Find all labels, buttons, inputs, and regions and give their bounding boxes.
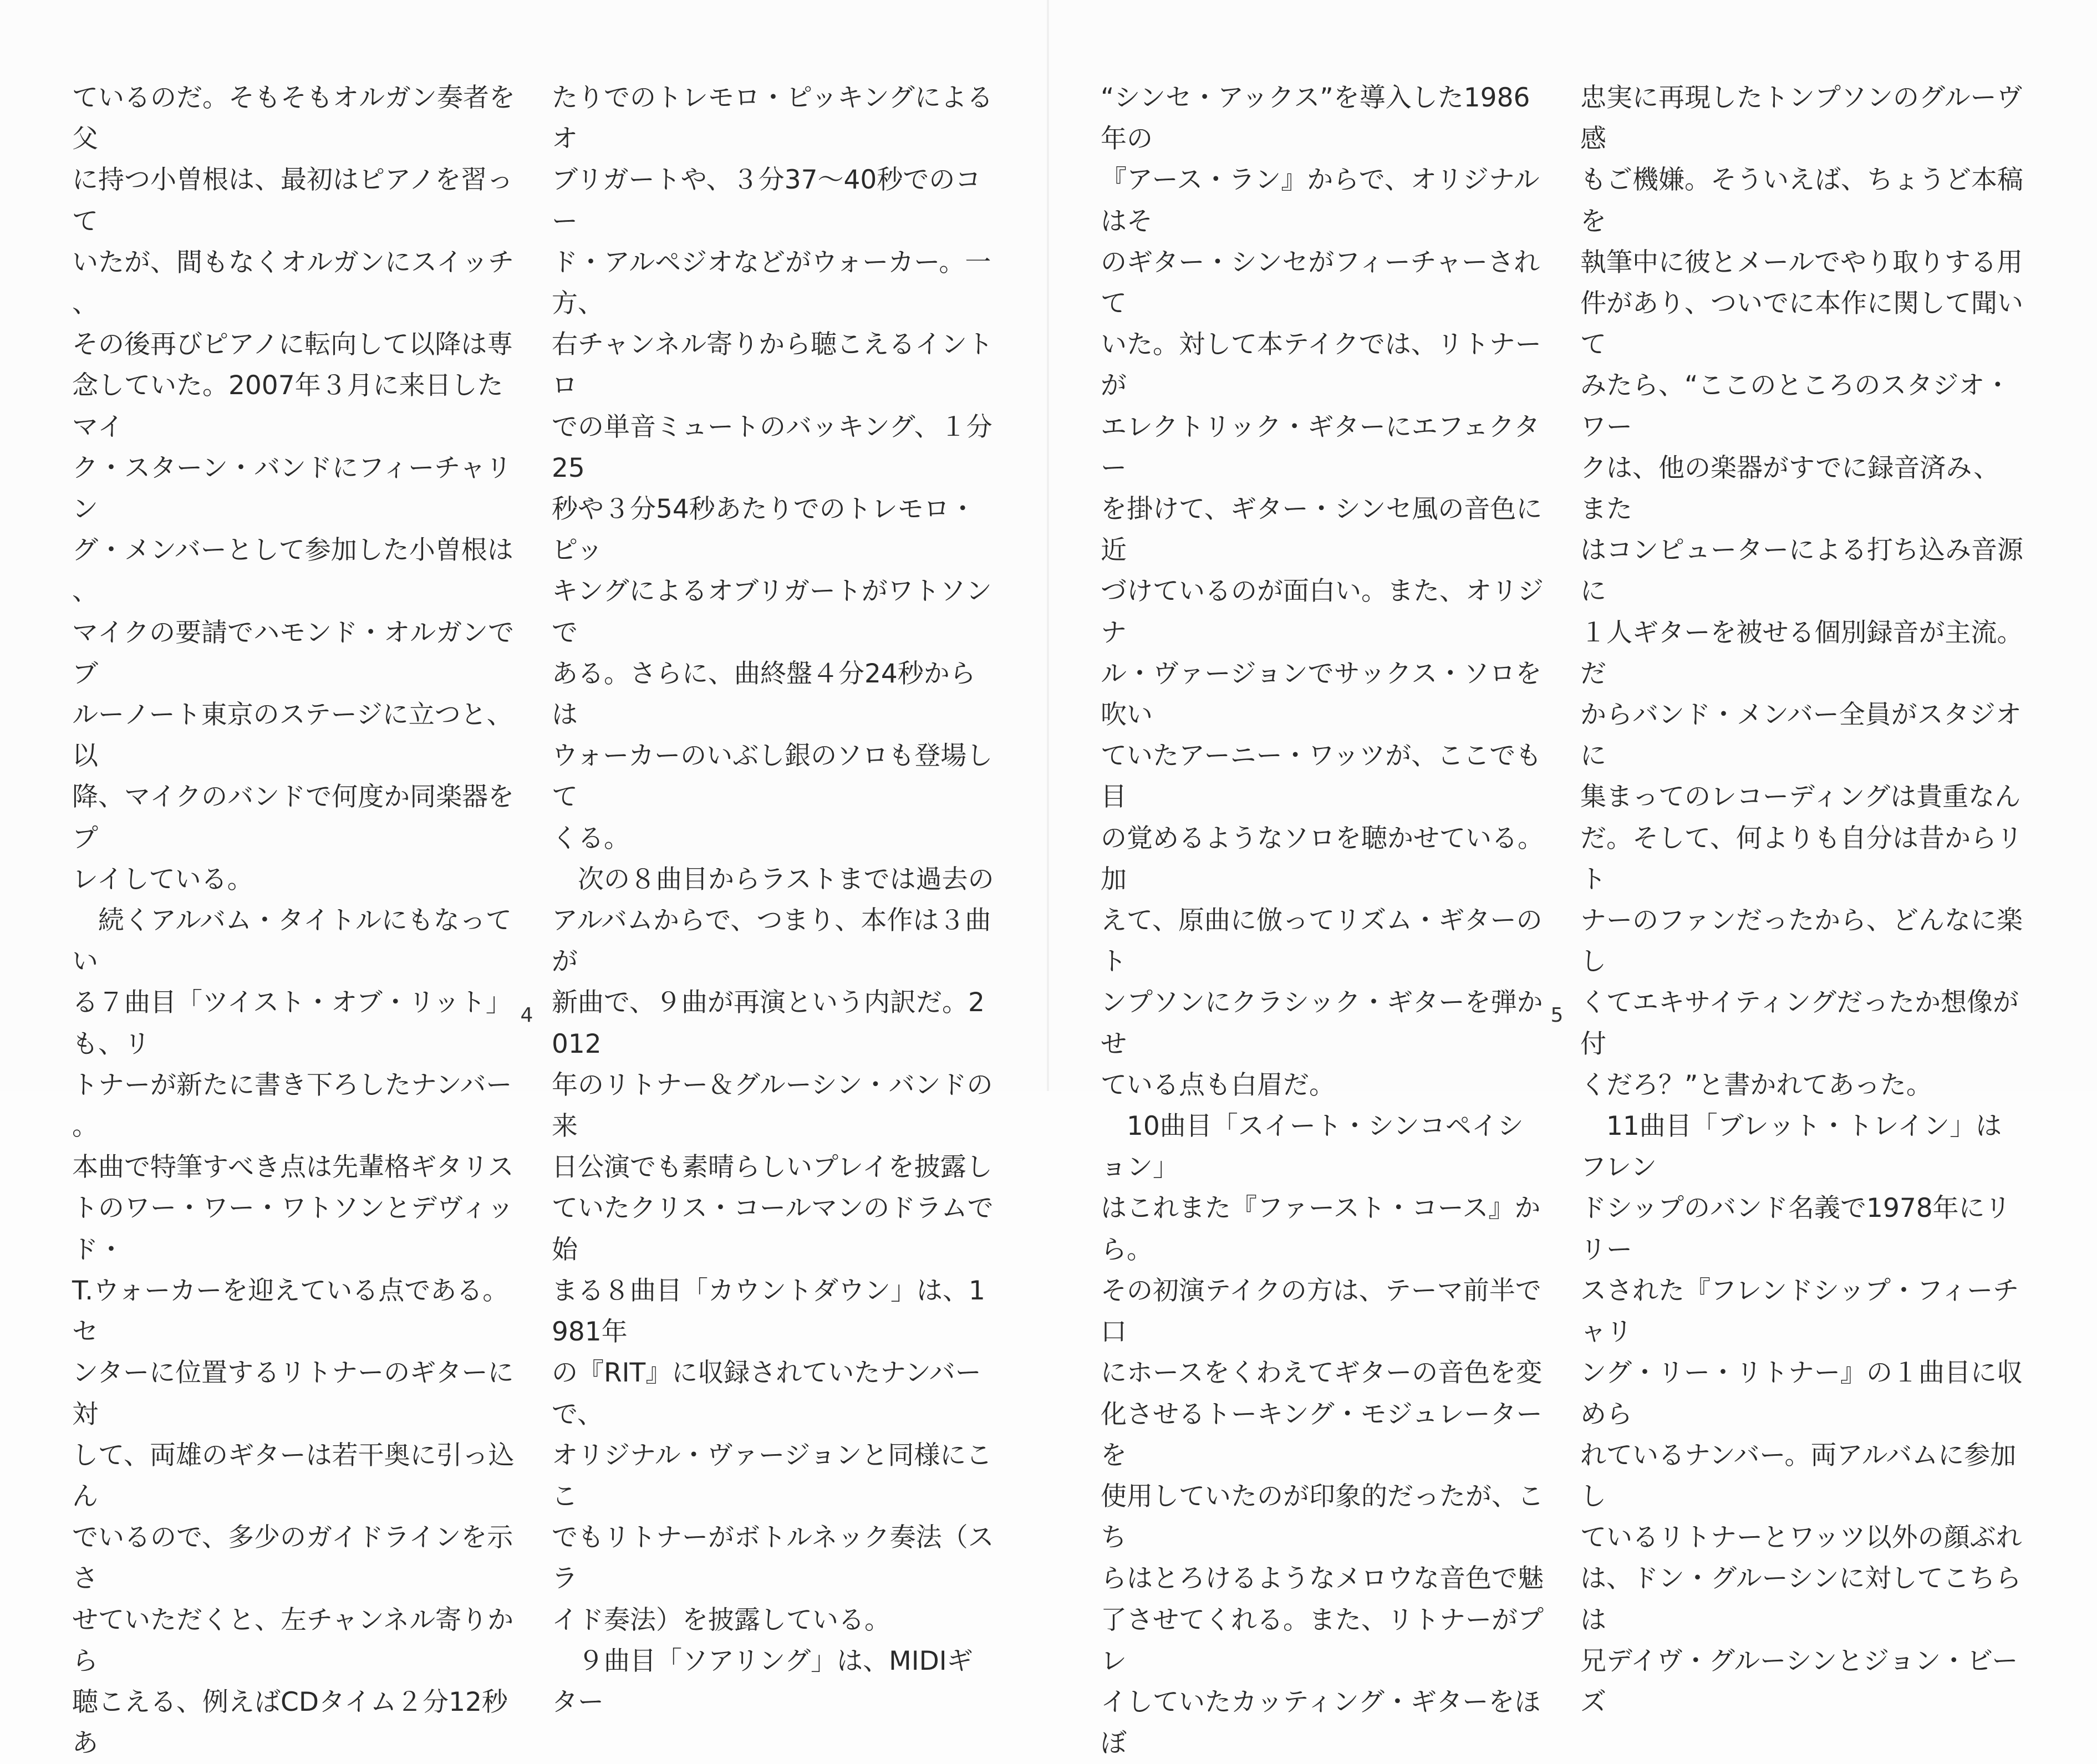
text-column-2	[552, 78, 995, 1717]
text-column-3	[1101, 78, 1544, 1759]
column-4-text: 忠実に再現したトンプソンのグルーヴ感 もご機嫌。そういえば、ちょうど本稿を 執筆中に彼とメールでやり取りする用 件があり、ついでに本作に関して聞いて みたら、“ここのところのスタジオ・ワー クは、他の楽器がすでに録音済み、また はコンピューターによる打ち込み音源に １人ギターを被せる個別録音が主流。だ からバンド・メンバー全員がスタジオに 集まってのレコーディングは貴重なん だ。そして、何よりも自分は昔からリト ナーのファンだったから、どんなに楽し くてエキサイティングだったか想像が付 くだろ？”と書かれてあった。 11曲目「ブレット・トレイン」はフレン ドシップのバンド名義で1978年にリリー スされた『フレンドシップ・フィーチャリ ング・リー・リトナー』の１曲目に収めら れているナンバー。両アルバムに参加し ているリトナーとワッツ以外の顔ぶれ は、ドン・グルーシンに対してこちらは 兄デイヴ・グルーシンとジョン・ビーズ	[1580, 83, 2023, 1717]
right-page	[1049, 0, 2097, 1759]
column-1-text: ているのだ。そもそもオルガン奏者を父 に持つ小曽根は、最初はピアノを習って いたが、間もなくオルガンにスイッチ、 その後再びピアノに転向して以降は専 念していた。2007年３月に来日したマイ ク・スターン・バンドにフィーチャリン グ・メンバーとして参加した小曽根は、 マイクの要請でハモンド・オルガンでブ ルーノート東京のステージに立つと、以 降、マイクのバンドで何度か同楽器をプ レイしている。 続くアルバム・タイトルにもなってい る７曲目「ツイスト・オブ・リット」も、リ トナーが新たに書き下ろしたナンバー。 本曲で特筆すべき点は先輩格ギタリス トのワー・ワー・ワトソンとデヴィッド・ T.ウォーカーを迎えている点である。セ ンターに位置するリトナーのギターに対 して、両雄のギターは若干奥に引っ込ん でいるので、多少のガイドラインを示さ せていただくと、左チャンネル寄りから 聴こえる、例えばCDタイム２分12秒あ	[72, 83, 515, 1759]
text-column-1	[72, 78, 516, 1759]
column-2-text: たりでのトレモロ・ピッキングによるオ ブリガートや、３分37〜40秒でのコー ド・アルペジオなどがウォーカー。一方、 右チャンネル寄りから聴こえるイントロ での単音ミュートのバッキング、１分25 秒や３分54秒あたりでのトレモロ・ピッ キングによるオブリガートがワトソンで ある。さらに、曲終盤４分24秒からは ウォーカーのいぶし銀のソロも登場して くる。 次の８曲目からラストまでは過去の アルバムからで、つまり、本作は３曲が 新曲で、９曲が再演という内訳だ。2012 年のリトナー＆グルーシン・バンドの来 日公演でも素晴らしいプレイを披露し ていたクリス・コールマンのドラムで始 まる８曲目「カウントダウン」は、1981年 の『RIT』に収録されていたナンバーで、 オリジナル・ヴァージョンと同様にここ でもリトナーがボトルネック奏法（スラ イド奏法）を披露している。 ９曲目「ソアリング」は、MIDIギター	[552, 83, 994, 1717]
column-3-text: “シンセ・アックス”を導入した1986年の 『アース・ラン』からで、オリジナルはそ のギター・シンセがフィーチャーされて いた。対して本テイクでは、リトナーが エレクトリック・ギターにエフェクター を掛けて、ギター・シンセ風の音色に近 づけているのが面白い。また、オリジナ ル・ヴァージョンでサックス・ソロを吹い ていたアーニー・ワッツが、ここでも目 の覚めるようなソロを聴かせている。加 えて、原曲に倣ってリズム・ギターのト ンプソンにクラシック・ギターを弾かせ ている点も白眉だ。 10曲目「スイート・シンコペイション」 はこれまた『ファースト・コース』から。 その初演テイクの方は、テーマ前半で口 にホースをくわえてギターの音色を変 化させるトーキング・モジュレーターを 使用していたのが印象的だったが、こち らはとろけるようなメロウな音色で魅 了させてくれる。また、リトナーがプレ イしていたカッティング・ギターをほぼ	[1101, 83, 1544, 1759]
left-page	[0, 0, 1048, 1759]
page-number-right: 5	[1550, 1004, 1564, 1027]
text-column-4	[1580, 78, 2024, 1717]
page-number-left: 4	[520, 1004, 533, 1027]
